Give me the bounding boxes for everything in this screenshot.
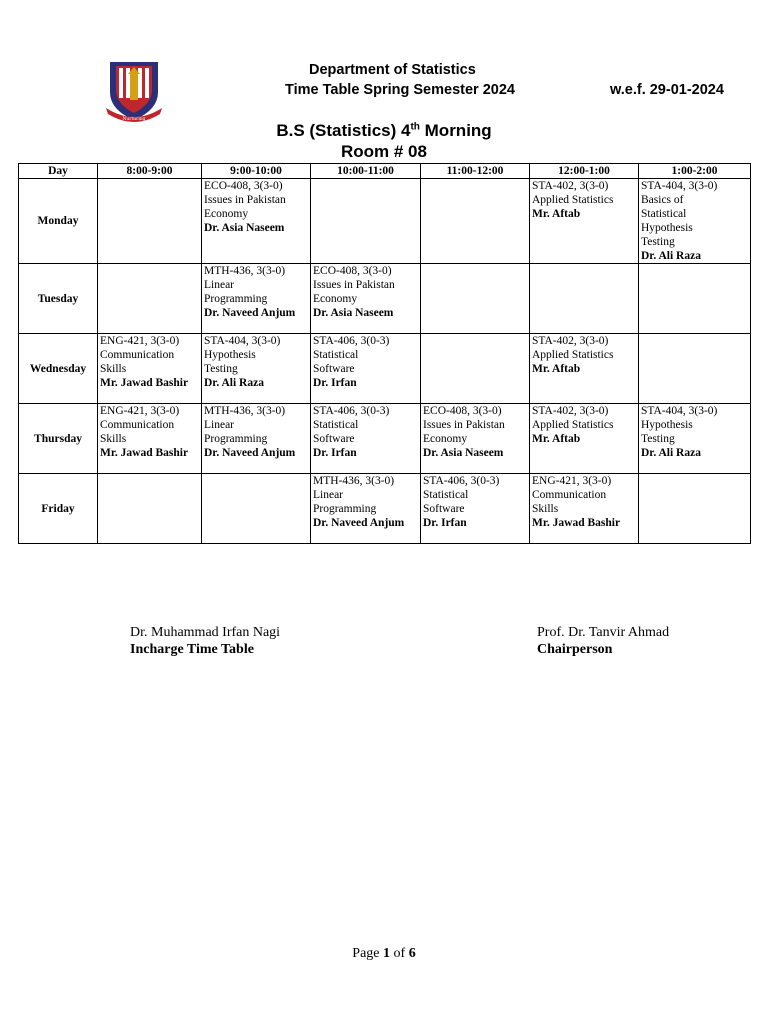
class-cell [530, 179, 639, 264]
column-header-slot: 11:00-12:00 [421, 164, 530, 179]
signatory-name: Dr. Muhammad Irfan Nagi [130, 625, 281, 640]
timetable-title: Time Table Spring Semester 2024 [285, 82, 515, 98]
instructor-name: Dr. Asia Naseem [423, 447, 504, 459]
instructor-name: Dr. Irfan [423, 517, 467, 529]
instructor-name: Dr. Ali Raza [204, 377, 264, 389]
course-title-line: Software [313, 433, 355, 445]
class-cell [639, 404, 751, 474]
instructor-name: Dr. Asia Naseem [313, 307, 394, 319]
course-code: ENG-421, 3(3-0) [100, 405, 180, 417]
course-code: STA-402, 3(3-0) [532, 405, 609, 417]
instructor-name: Dr. Irfan [313, 447, 357, 459]
course-title-line: Statistical [313, 349, 359, 361]
course-title-line: Statistical [423, 489, 469, 501]
class-cell [639, 264, 751, 334]
class-cell [202, 179, 311, 264]
day-label: Wednesday [19, 334, 98, 404]
timetable-row-monday [19, 179, 751, 264]
signature-chairperson [537, 624, 669, 658]
timetable-row-wednesday [19, 334, 751, 404]
course-title-line: Applied Statistics [532, 419, 614, 431]
instructor-name: Mr. Aftab [532, 208, 581, 220]
class-cell [639, 179, 751, 264]
class-cell [639, 334, 751, 404]
class-cell [311, 334, 421, 404]
day-label: Tuesday [19, 264, 98, 334]
course-code: ECO-408, 3(3-0) [204, 180, 283, 192]
class-cell [530, 404, 639, 474]
class-cell [311, 264, 421, 334]
course-title-line: Skills [100, 363, 127, 375]
course-title-line: Testing [204, 363, 238, 375]
department-title: Department of Statistics [309, 62, 476, 78]
instructor-name: Dr. Naveed Anjum [204, 447, 296, 459]
course-title-line: Linear [313, 489, 344, 501]
class-cell [202, 404, 311, 474]
course-code: STA-402, 3(3-0) [532, 180, 609, 192]
course-code: STA-404, 3(3-0) [641, 180, 718, 192]
class-cell [311, 404, 421, 474]
course-title-line: Statistical [641, 208, 687, 220]
class-cell [421, 179, 530, 264]
instructor-name: Mr. Jawad Bashir [100, 377, 189, 389]
day-label: Friday [19, 474, 98, 544]
timetable-grid [18, 163, 751, 544]
timetable-row-thursday [19, 404, 751, 474]
signatory-role: Chairperson [537, 642, 613, 657]
instructor-name: Dr. Irfan [313, 377, 357, 389]
course-title-line: Statistical [313, 419, 359, 431]
class-cell [530, 474, 639, 544]
signatory-name: Prof. Dr. Tanvir Ahmad [537, 625, 670, 640]
course-title-line: Applied Statistics [532, 194, 614, 206]
timetable-row-tuesday [19, 264, 751, 334]
class-cell [639, 474, 751, 544]
course-title-line: Communication [100, 349, 175, 361]
course-title-line: Programming [313, 503, 377, 515]
instructor-name: Mr. Jawad Bashir [532, 517, 621, 529]
course-code: STA-404, 3(3-0) [641, 405, 718, 417]
course-title-line: Skills [100, 433, 127, 445]
course-title-line: Software [423, 503, 465, 515]
course-title-line: Skills [532, 503, 559, 515]
course-code: MTH-436, 3(3-0) [204, 405, 286, 417]
course-title-line: Economy [204, 208, 249, 220]
program-title: B.S (Statistics) 4th Morning [276, 121, 492, 140]
column-header-slot: 10:00-11:00 [311, 164, 421, 179]
column-header-slot: 12:00-1:00 [530, 164, 639, 179]
timetable-header-row [19, 164, 751, 179]
course-title-line: Hypothesis [204, 349, 256, 361]
class-cell [98, 264, 202, 334]
signatory-role: Incharge Time Table [130, 642, 254, 657]
effective-date: w.e.f. 29-01-2024 [610, 82, 724, 98]
course-code: STA-406, 3(0-3) [313, 405, 390, 417]
course-code: STA-402, 3(3-0) [532, 335, 609, 347]
course-title-line: Communication [100, 419, 175, 431]
university-crest-logo [104, 58, 164, 124]
class-cell [421, 474, 530, 544]
course-title-line: Testing [641, 433, 675, 445]
instructor-name: Mr. Aftab [532, 363, 581, 375]
course-code: STA-404, 3(3-0) [204, 335, 281, 347]
course-title-line: Issues in Pakistan [313, 279, 395, 291]
class-cell [421, 264, 530, 334]
course-title-line: Hypothesis [641, 419, 693, 431]
course-title-line: Programming [204, 293, 268, 305]
class-cell [202, 474, 311, 544]
instructor-name: Dr. Naveed Anjum [204, 307, 296, 319]
class-cell [530, 334, 639, 404]
course-code: ECO-408, 3(3-0) [313, 265, 392, 277]
room-number: Room # 08 [341, 142, 427, 161]
signature-incharge [130, 624, 280, 658]
column-header-slot: 8:00-9:00 [98, 164, 202, 179]
day-label: Monday [19, 179, 98, 264]
course-title-line: Hypothesis [641, 222, 693, 234]
page-number: Page 1 of 6 [352, 946, 416, 961]
course-title-line: Programming [204, 433, 268, 445]
class-cell [98, 474, 202, 544]
instructor-name: Mr. Jawad Bashir [100, 447, 189, 459]
course-code: ENG-421, 3(3-0) [532, 475, 612, 487]
instructor-name: Dr. Asia Naseem [204, 222, 285, 234]
course-code: ENG-421, 3(3-0) [100, 335, 180, 347]
course-title-line: Economy [313, 293, 358, 305]
instructor-name: Dr. Ali Raza [641, 447, 701, 459]
class-cell [421, 334, 530, 404]
course-title-line: Linear [204, 419, 235, 431]
column-header-slot: 1:00-2:00 [639, 164, 751, 179]
class-cell [98, 404, 202, 474]
course-code: MTH-436, 3(3-0) [313, 475, 395, 487]
course-title-line: Testing [641, 236, 675, 248]
timetable-row-friday [19, 474, 751, 544]
class-cell [311, 179, 421, 264]
course-title-line: Software [313, 363, 355, 375]
day-label: Thursday [19, 404, 98, 474]
course-title-line: Issues in Pakistan [204, 194, 286, 206]
class-cell [202, 334, 311, 404]
class-cell [311, 474, 421, 544]
course-code: STA-406, 3(0-3) [313, 335, 390, 347]
class-cell [530, 264, 639, 334]
course-title-line: Linear [204, 279, 235, 291]
course-code: ECO-408, 3(3-0) [423, 405, 502, 417]
course-title-line: Applied Statistics [532, 349, 614, 361]
column-header-slot: 9:00-10:00 [202, 164, 311, 179]
course-title-line: Basics of [641, 194, 684, 206]
class-cell [421, 404, 530, 474]
course-code: MTH-436, 3(3-0) [204, 265, 286, 277]
course-code: STA-406, 3(0-3) [423, 475, 500, 487]
instructor-name: Dr. Naveed Anjum [313, 517, 405, 529]
instructor-name: Dr. Ali Raza [641, 250, 701, 262]
instructor-name: Mr. Aftab [532, 433, 581, 445]
class-cell [98, 179, 202, 264]
course-title-line: Issues in Pakistan [423, 419, 505, 431]
course-title-line: Communication [532, 489, 607, 501]
course-title-line: Economy [423, 433, 468, 445]
svg-text:Nurturing: Nurturing [122, 117, 146, 122]
column-header-day: Day [19, 164, 98, 179]
class-cell [202, 264, 311, 334]
class-cell [98, 334, 202, 404]
